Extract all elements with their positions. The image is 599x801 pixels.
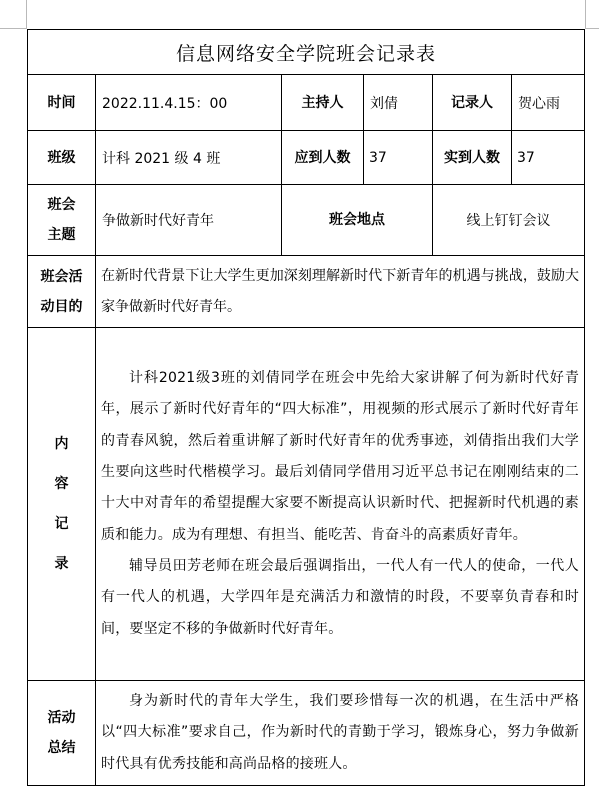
time-value: 2022.11.4.15：00: [96, 75, 282, 131]
summary-value: [96, 681, 585, 786]
content-paragraph-2: 辅导员田芳老师在班会最后强调指出，一代人有一代人的使命，一代人有一代人的机遇，大学四年是充满活力和激情的时段，不要辜负青春和时间，要坚定不移的争做新时代好青年。: [101, 557, 580, 637]
content-label-char-2: 容: [54, 476, 69, 492]
table-title: 信息网络安全学院班会记录表: [28, 30, 585, 75]
content-label: [28, 328, 96, 681]
class-label: 班级: [28, 131, 96, 185]
content-label-char-3: 记: [54, 516, 69, 532]
meeting-record-table: [27, 29, 585, 786]
theme-label: [28, 185, 96, 256]
content-paragraph-1: 计科2021级3班的刘倩同学在班会中先给大家讲解了何为新时代好青年，展示了新时代好青年的“四大标准”，用视频的形式展示了新时代好青年的青春风貌，然后着重讲解了新时代好青年的优秀事迹，刘倩指出我们大学生要向这些时代楷模学习。最后刘倩同学借用习近平总书记在刚刚结束的二十大中对青年的希望提醒大家要不断提高认识新时代、把握新时代机遇的素质和能力。成为有理想、有担当、能吃苦、肯奋斗的高素质好青年。: [101, 370, 580, 543]
expected-attendance-label: 应到人数: [282, 131, 364, 185]
content-record: [96, 328, 585, 681]
summary-label: [28, 681, 96, 786]
crop-mark-top-right: [585, 0, 599, 29]
recorder-value: 贺心雨: [512, 75, 585, 131]
crop-mark-top-left: [0, 0, 27, 29]
theme-value: 争做新时代好青年: [96, 185, 282, 256]
purpose-value: 在新时代背景下让大学生更加深刻理解新时代下新青年的机遇与挑战，鼓励大家争做新时代好青年。: [96, 256, 585, 328]
actual-attendance-label: 实到人数: [433, 131, 512, 185]
content-label-char-4: 录: [54, 556, 69, 572]
summary-label-line-2: 总结: [47, 740, 76, 756]
theme-label-line-1: 班会: [47, 197, 76, 213]
summary-paragraph: 身为新时代的青年大学生，我们要珍惜每一次的机遇，在生活中严格以“四大标准”要求自己，作为新时代的青勤于学习，锻炼身心，努力争做新时代具有优秀技能和高尚品格的接班人。: [101, 693, 580, 772]
purpose-label: [28, 256, 96, 328]
location-value: 线上钉钉会议: [433, 185, 585, 256]
host-label: 主持人: [282, 75, 364, 131]
purpose-label-line-1: 班会活: [40, 268, 83, 285]
actual-attendance-value: 37: [512, 131, 585, 185]
class-value: 计科 2021 级 4 班: [96, 131, 282, 185]
host-value: 刘倩: [364, 75, 433, 131]
purpose-label-line-2: 动目的: [40, 298, 83, 315]
time-label: 时间: [28, 75, 96, 131]
theme-label-line-2: 主题: [47, 227, 76, 243]
recorder-label: 记录人: [433, 75, 512, 131]
summary-label-line-1: 活动: [47, 710, 76, 726]
expected-attendance-value: 37: [364, 131, 433, 185]
content-label-char-1: 内: [54, 436, 69, 452]
location-label: 班会地点: [282, 185, 433, 256]
